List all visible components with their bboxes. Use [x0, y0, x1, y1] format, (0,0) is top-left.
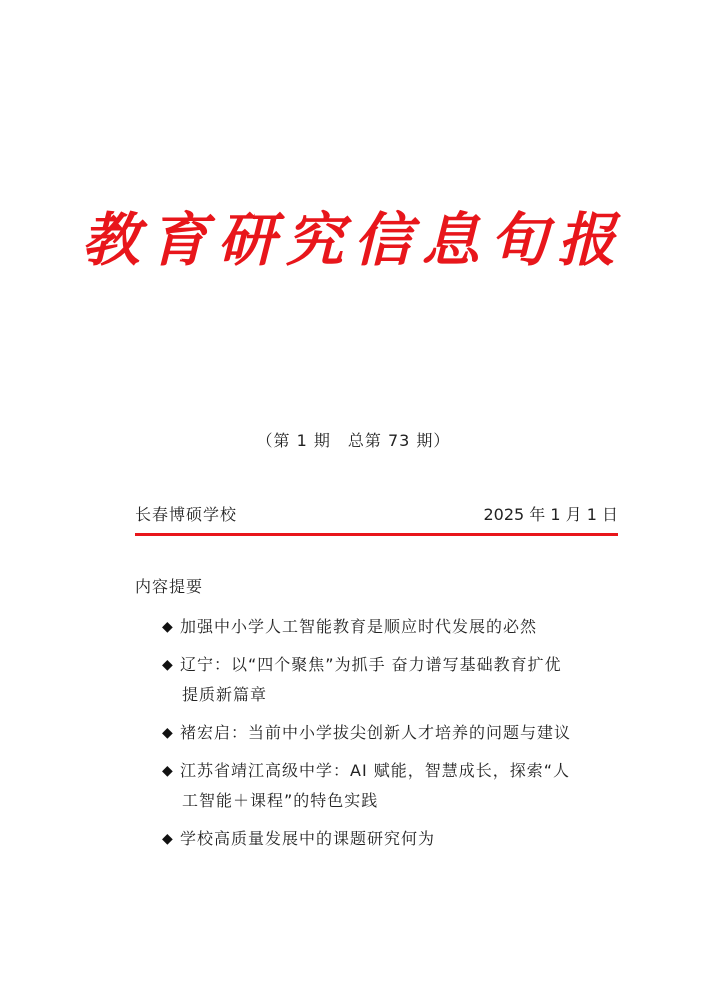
- contents-heading: 内容提要: [135, 577, 204, 596]
- contents-item-text: 江苏省靖江高级中学：AI 赋能，智慧成长，探索“人: [180, 761, 571, 780]
- contents-item-text: 辽宁：以“四个聚焦”为抓手 奋力谱写基础教育扩优: [180, 655, 562, 674]
- contents-item: [162, 650, 622, 710]
- issue-number: （第 1 期 总第 73 期）: [256, 431, 451, 450]
- publisher-row: [135, 502, 618, 526]
- school-name: 长春博硕学校: [135, 505, 238, 524]
- publication-date: 2025 年 1 月 1 日: [483, 505, 618, 524]
- contents-item-text: 褚宏启：当前中小学拔尖创新人才培养的问题与建议: [180, 723, 572, 742]
- masthead-title: 教育研究信息旬报: [81, 206, 626, 274]
- contents-item: [162, 824, 622, 854]
- contents-item: [162, 718, 622, 748]
- contents-item-text-continued: 提质新篇章: [182, 685, 268, 704]
- contents-item-text: 加强中小学人工智能教育是顺应时代发展的必然: [180, 617, 538, 636]
- red-divider-rule: [135, 533, 618, 536]
- contents-item-text: 学校高质量发展中的课题研究何为: [180, 829, 436, 848]
- contents-item: [162, 612, 622, 642]
- contents-item-text-continued: 工智能＋课程”的特色实践: [182, 791, 379, 810]
- diamond-bullet-icon: ◆: [162, 831, 174, 847]
- contents-item: [162, 756, 622, 816]
- diamond-bullet-icon: ◆: [162, 657, 174, 673]
- diamond-bullet-icon: ◆: [162, 619, 174, 635]
- diamond-bullet-icon: ◆: [162, 725, 174, 741]
- contents-list: [162, 612, 622, 862]
- diamond-bullet-icon: ◆: [162, 763, 174, 779]
